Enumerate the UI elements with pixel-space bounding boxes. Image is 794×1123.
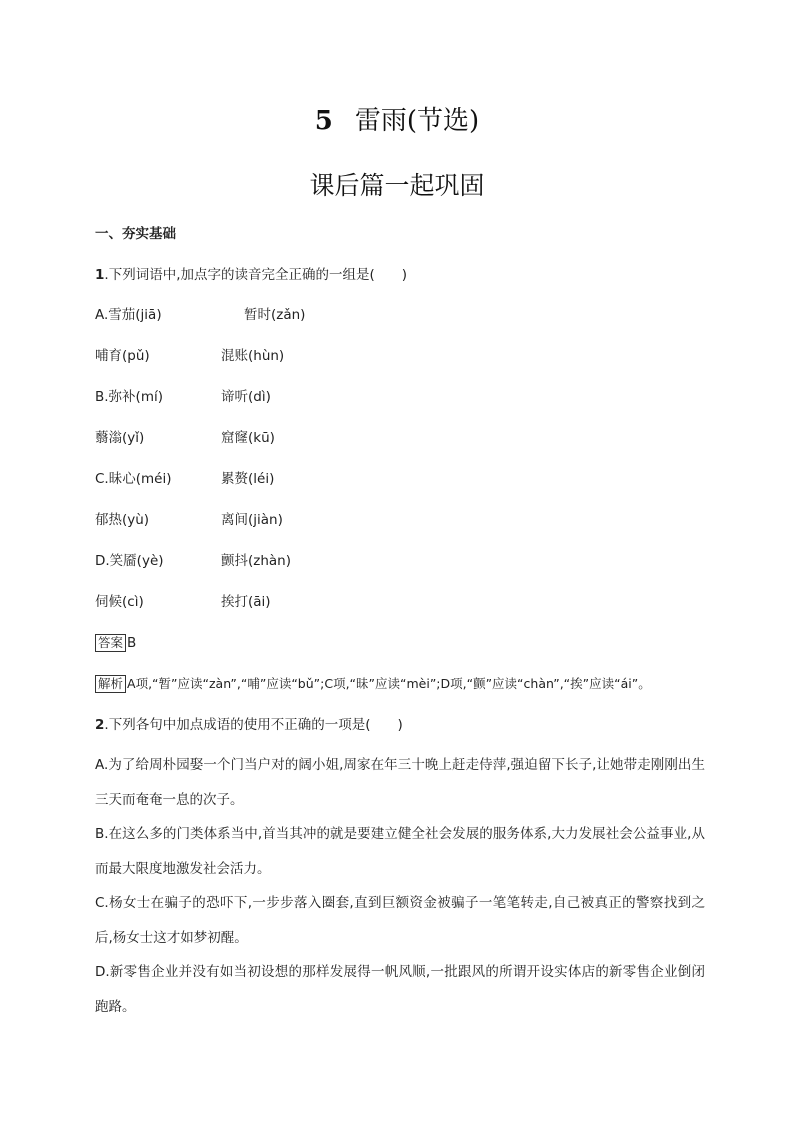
lesson-title: 雷雨(节选): [354, 106, 480, 136]
lesson-number: 5: [314, 106, 333, 136]
q1-row-5-left: C.昧心(méi): [95, 471, 172, 487]
answer-value: B: [127, 635, 137, 651]
q2-option-c: C.杨女士在骗子的恐吓下,一步步落入圈套,直到巨额资金被骗子一笔笔转走,自己被真正的警察找到之后,杨女士这才如梦初醒。: [95, 895, 705, 946]
q1-row-7-right: 颤抖(zhàn): [221, 553, 292, 569]
question-2-stem: [95, 715, 403, 735]
page-subtitle: 课后篇一起巩固: [309, 171, 485, 200]
q2-option-d: D.新零售企业并没有如当初设想的那样发展得一帆风顺,一批跟风的所谓开设实体店的新零售企业倒闭跑路。: [95, 964, 705, 1015]
question-2-number: 2: [95, 717, 105, 733]
q1-row-2-left: 哺育(pǔ): [95, 348, 150, 364]
q1-answer: [95, 633, 136, 653]
q1-row-4-right: 窟窿(kū): [221, 430, 275, 446]
q2-option-b: B.在这么多的门类体系当中,首当其冲的就是要建立健全社会发展的服务体系,大力发展社会公益事业,从而最大限度地激发社会活力。: [95, 826, 705, 877]
q1-row-2-right: 混账(hùn): [221, 348, 285, 364]
q1-row-4-left: 蘙滃(yǐ): [95, 430, 145, 446]
q1-row-6-right: 离间(jiàn): [221, 512, 283, 528]
q1-row-8-left: 伺候(cì): [95, 594, 144, 610]
page-title: [0, 100, 794, 137]
question-1-number: 1: [95, 267, 105, 283]
q1-row-7-left: D.笑靥(yè): [95, 553, 164, 569]
q1-row-1-left: A.雪茄(jiā): [95, 307, 162, 323]
analysis-tag: 解析: [95, 675, 126, 693]
q1-row-1-right: 暂时(zǎn): [244, 307, 306, 323]
section-heading: 一、夯实基础: [95, 226, 176, 242]
q1-row-8-right: 挨打(āi): [221, 594, 271, 610]
question-2-text: .下列各句中加点成语的使用不正确的一项是( ): [104, 717, 403, 733]
q2-option-a: A.为了给周朴园娶一个门当户对的阔小姐,周家在年三十晚上赶走侍萍,强迫留下长子,让她带走刚刚出生三天而奄奄一息的次子。: [95, 757, 705, 808]
q1-analysis: [95, 674, 651, 694]
q1-row-3-left: B.弥补(mí): [95, 389, 163, 405]
q1-row-6-left: 郁热(yù): [95, 512, 150, 528]
analysis-text: A项,“暂”应读“zàn”,“哺”应读“bǔ”;C项,“昧”应读“mèi”;D项,“颤”应读“chàn”,“挨”应读“ái”。: [127, 676, 651, 691]
q1-row-3-right: 谛听(dì): [221, 389, 271, 405]
question-1-stem: [95, 265, 407, 285]
answer-tag: 答案: [95, 634, 126, 652]
question-1-text: .下列词语中,加点字的读音完全正确的一组是( ): [104, 267, 408, 283]
q1-row-5-right: 累赘(léi): [221, 471, 275, 487]
